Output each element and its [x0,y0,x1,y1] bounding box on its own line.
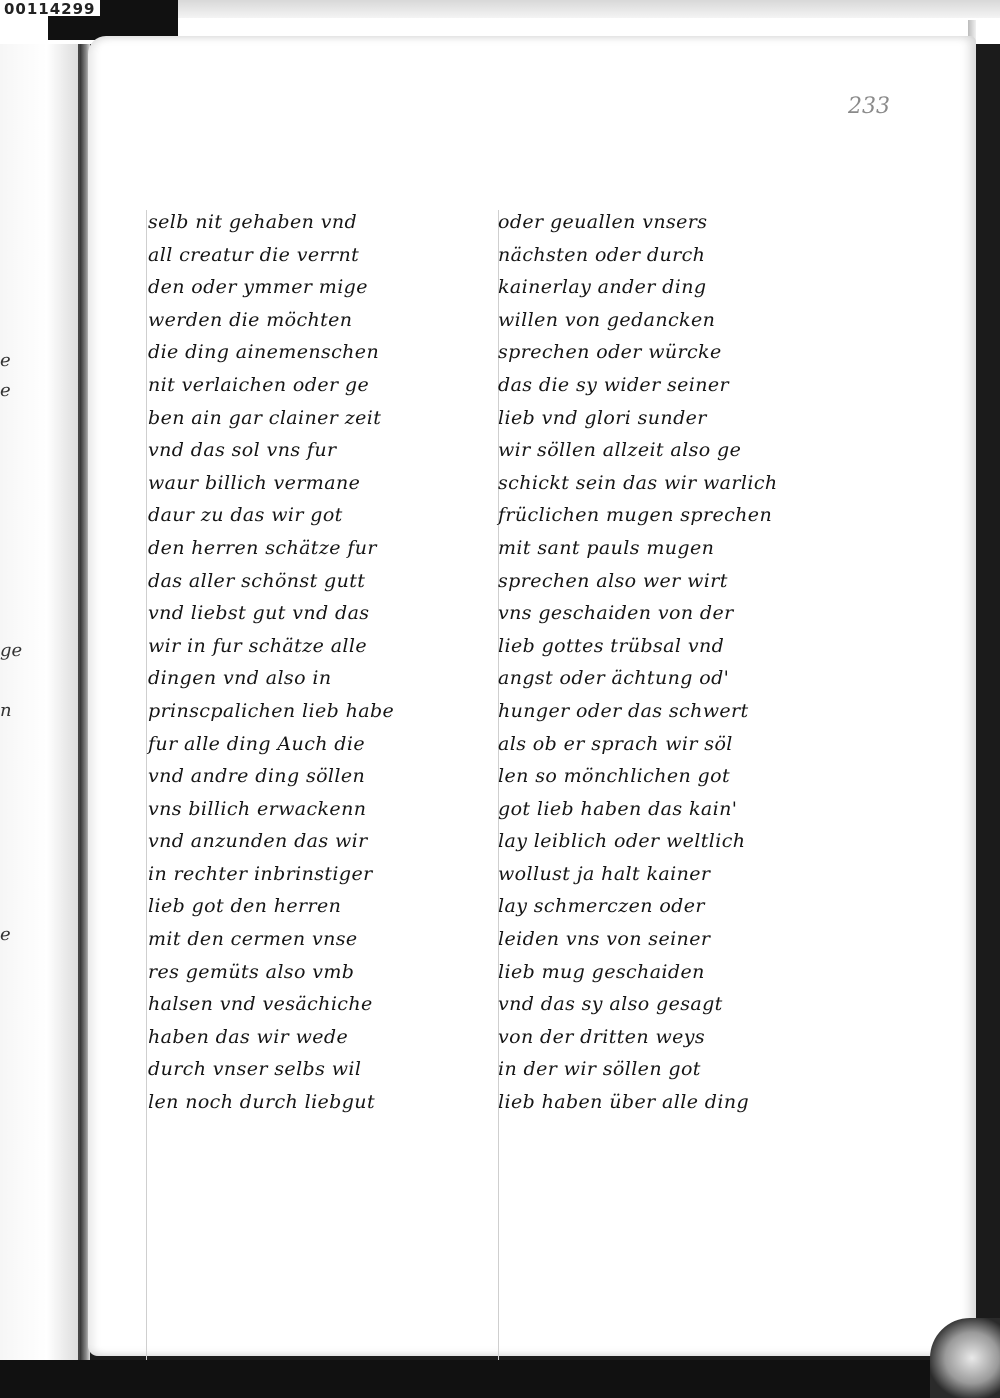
manuscript-line: vnd anzunden das wir [148,830,368,853]
manuscript-line: hunger oder das schwert [498,699,749,722]
left-page-fragment: e [0,350,11,371]
manuscript-line: lay leiblich oder weltlich [498,830,746,853]
left-page-fragment: n [0,700,12,721]
manuscript-line: in rechter inbrinstiger [148,862,373,885]
manuscript-line: got lieb haben das kain' [498,797,738,820]
left-page-fragment: e [0,380,11,401]
manuscript-line: all creatur die verrnt [148,243,360,266]
folio-number: 233 [848,94,890,119]
manuscript-line: willen von gedancken [498,308,716,331]
manuscript-line: schickt sein das wir warlich [498,471,778,494]
manuscript-line: oder geuallen vnsers [498,211,708,233]
page-holder-thumb [930,1318,1000,1398]
ruling-line [146,210,147,1360]
manuscript-line: von der dritten weys [498,1025,706,1048]
manuscript-line: len noch durch liebgut [148,1091,375,1114]
manuscript-line: das die sy wider seiner [498,373,730,396]
manuscript-line: haben das wir wede [148,1025,349,1048]
manuscript-line: lieb mug geschaiden [498,960,705,983]
manuscript-line: res gemüts also vmb [148,960,355,983]
manuscript-line: als ob er sprach wir söl [498,732,733,755]
manuscript-line: sprechen also wer wirt [498,569,728,592]
left-page-fragment: e [0,924,11,945]
manuscript-line: vnd andre ding söllen [148,765,366,788]
manuscript-line: die ding ainemenschen [148,341,380,364]
manuscript-line: lay schmerczen oder [498,895,705,918]
manuscript-line: lieb vnd glori sunder [498,406,707,429]
manuscript-line: wir in fur schätze alle [148,634,368,657]
manuscript-line: vnd liebst gut vnd das [148,602,370,625]
manuscript-line: wollust ja halt kainer [498,862,711,885]
manuscript-line: selb nit gehaben vnd [148,211,358,233]
manuscript-line: leiden vns von seiner [498,928,711,951]
left-page-edge [0,44,80,1364]
manuscript-line: wir söllen allzeit also ge [498,439,742,462]
manuscript-line: vnd das sy also gesagt [498,993,723,1016]
manuscript-line: ben ain gar clainer zeit [148,406,382,429]
manuscript-line: lieb gottes trübsal vnd [498,634,725,657]
manuscript-line: dingen vnd also in [148,667,332,690]
scan-shadow-band [178,0,1000,18]
manuscript-line: nächsten oder durch [498,243,706,266]
manuscript-line: waur billich vermane [148,471,361,494]
manuscript-line: früclichen mugen sprechen [498,504,773,527]
archive-label: 00114299 [0,0,100,16]
manuscript-line: angst oder ächtung od' [498,667,730,690]
manuscript-line: den oder ymmer mige [148,276,368,299]
manuscript-line: mit den cermen vnse [148,928,358,951]
scan-bottom-margin [0,1360,1000,1398]
text-column-left [148,206,448,1119]
manuscript-line: das aller schönst gutt [148,569,366,592]
manuscript-line: nit verlaichen oder ge [148,373,370,396]
manuscript-line: lieb haben über alle ding [498,1091,750,1114]
manuscript-line: vnd das sol vns fur [148,439,337,462]
manuscript-line: fur alle ding Auch die [148,732,365,755]
manuscript-line: sprechen oder würcke [498,341,722,364]
manuscript-line: len so mönchlichen got [498,765,730,788]
manuscript-line: vns billich erwackenn [148,797,367,820]
manuscript-line: kainerlay ander ding [498,276,707,299]
manuscript-line: mit sant pauls mugen [498,536,715,559]
manuscript-line: halsen vnd vesächiche [148,993,373,1016]
text-column-right [498,206,818,1119]
manuscript-line: lieb got den herren [148,895,342,918]
left-page-fragment: ge [0,640,23,661]
manuscript-line: vns geschaiden von der [498,602,734,625]
manuscript-line: durch vnser selbs wil [148,1058,362,1081]
manuscript-line: prinscpalichen lieb habe [148,699,395,722]
manuscript-line: werden die möchten [148,308,353,331]
manuscript-line: in der wir söllen got [498,1058,701,1081]
manuscript-line: den herren schätze fur [148,536,377,559]
manuscript-line: daur zu das wir got [148,504,343,527]
